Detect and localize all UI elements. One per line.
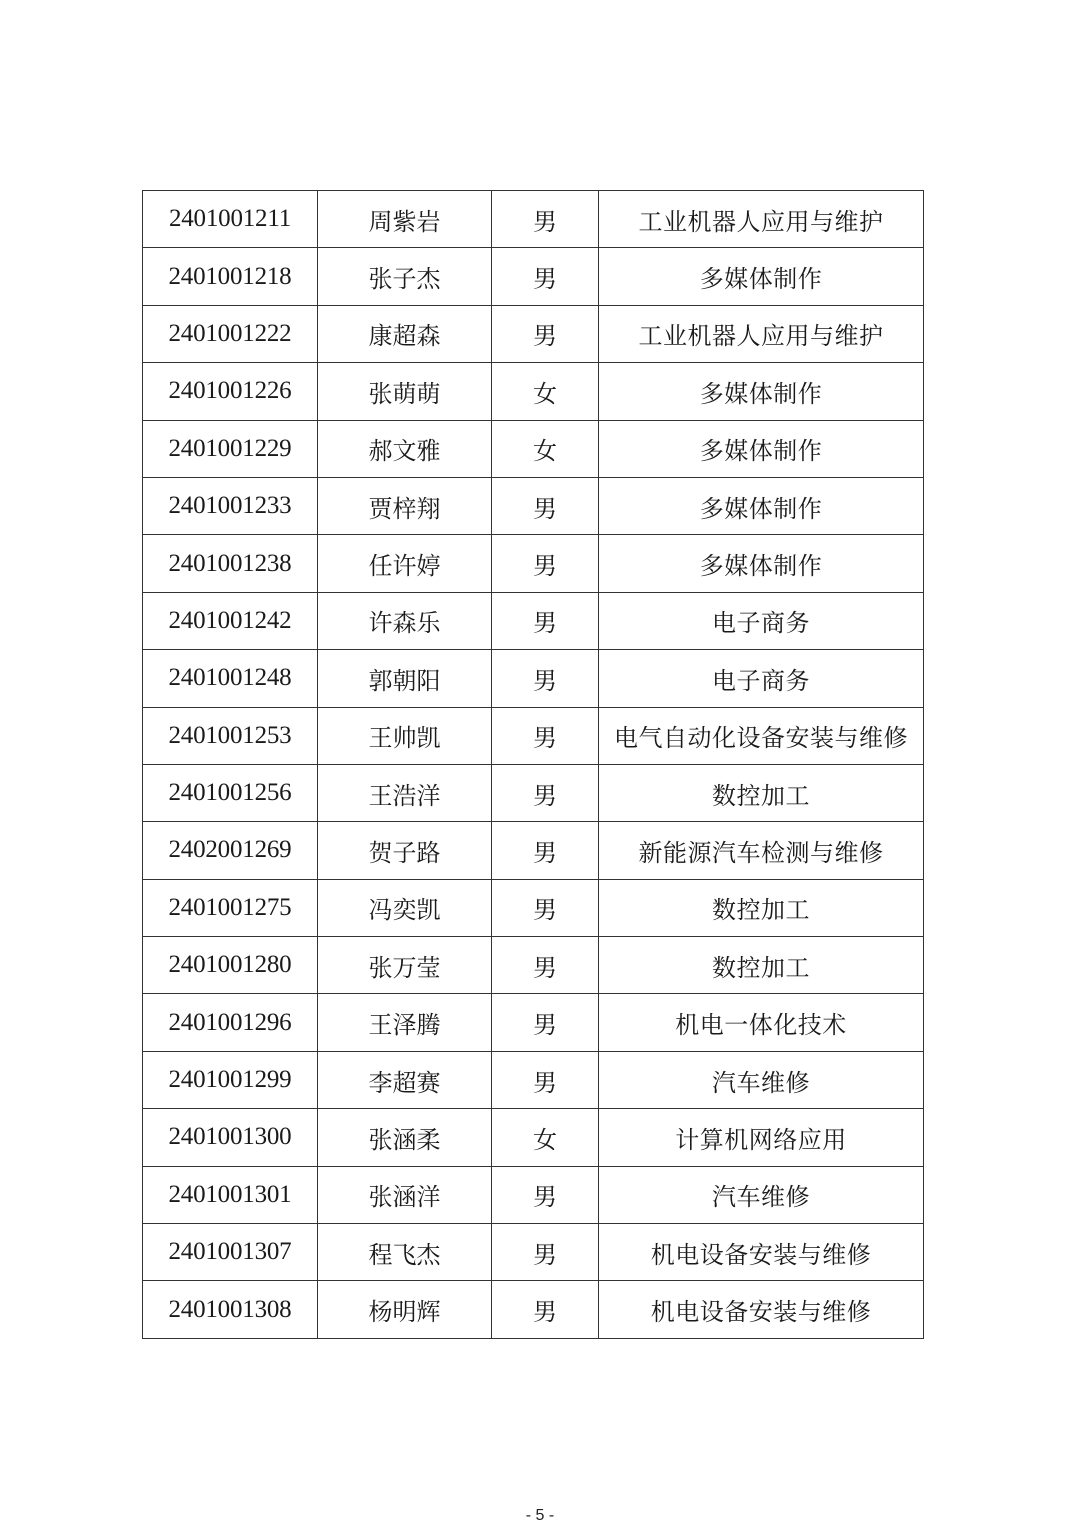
student-id-cell: 2401001242 xyxy=(143,592,318,649)
student-name-cell: 杨明辉 xyxy=(318,1281,492,1338)
student-id-cell: 2401001275 xyxy=(143,879,318,936)
gender-cell: 女 xyxy=(492,1109,599,1166)
major-cell: 计算机网络应用 xyxy=(599,1109,924,1166)
major-cell: 新能源汽车检测与维修 xyxy=(599,822,924,879)
major-cell: 电子商务 xyxy=(599,592,924,649)
table-row xyxy=(143,1224,924,1281)
student-name-cell: 许森乐 xyxy=(318,592,492,649)
student-name-cell: 郭朝阳 xyxy=(318,650,492,707)
major-cell: 多媒体制作 xyxy=(599,535,924,592)
major-cell: 数控加工 xyxy=(599,764,924,821)
student-id-cell: 2401001307 xyxy=(143,1224,318,1281)
student-id-cell: 2401001299 xyxy=(143,1051,318,1108)
table-row xyxy=(143,764,924,821)
table-row xyxy=(143,363,924,420)
student-name-cell: 冯奕凯 xyxy=(318,879,492,936)
table-row xyxy=(143,994,924,1051)
student-name-cell: 贺子路 xyxy=(318,822,492,879)
gender-cell: 男 xyxy=(492,1224,599,1281)
table-row xyxy=(143,420,924,477)
student-id-cell: 2402001269 xyxy=(143,822,318,879)
student-name-cell: 张万莹 xyxy=(318,937,492,994)
student-name-cell: 康超森 xyxy=(318,305,492,362)
table-row xyxy=(143,477,924,534)
student-id-cell: 2401001301 xyxy=(143,1166,318,1223)
student-name-cell: 贾梓翔 xyxy=(318,477,492,534)
gender-cell: 男 xyxy=(492,1281,599,1338)
major-cell: 多媒体制作 xyxy=(599,477,924,534)
student-id-cell: 2401001233 xyxy=(143,477,318,534)
gender-cell: 男 xyxy=(492,822,599,879)
gender-cell: 男 xyxy=(492,879,599,936)
table-row xyxy=(143,937,924,994)
student-name-cell: 王浩洋 xyxy=(318,764,492,821)
student-name-cell: 张萌萌 xyxy=(318,363,492,420)
major-cell: 机电设备安装与维修 xyxy=(599,1281,924,1338)
gender-cell: 男 xyxy=(492,305,599,362)
table-row xyxy=(143,822,924,879)
student-id-cell: 2401001218 xyxy=(143,248,318,305)
student-id-cell: 2401001296 xyxy=(143,994,318,1051)
student-name-cell: 程飞杰 xyxy=(318,1224,492,1281)
table-row xyxy=(143,879,924,936)
table-row xyxy=(143,535,924,592)
major-cell: 工业机器人应用与维护 xyxy=(599,191,924,248)
roster-body xyxy=(143,191,924,1339)
student-name-cell: 张涵柔 xyxy=(318,1109,492,1166)
student-id-cell: 2401001222 xyxy=(143,305,318,362)
gender-cell: 男 xyxy=(492,1166,599,1223)
major-cell: 多媒体制作 xyxy=(599,248,924,305)
gender-cell: 女 xyxy=(492,420,599,477)
page-number: - 5 - xyxy=(525,1507,555,1524)
major-cell: 工业机器人应用与维护 xyxy=(599,305,924,362)
student-id-cell: 2401001226 xyxy=(143,363,318,420)
gender-cell: 男 xyxy=(492,937,599,994)
major-cell: 机电一体化技术 xyxy=(599,994,924,1051)
major-cell: 电子商务 xyxy=(599,650,924,707)
student-name-cell: 郝文雅 xyxy=(318,420,492,477)
student-id-cell: 2401001248 xyxy=(143,650,318,707)
student-id-cell: 2401001300 xyxy=(143,1109,318,1166)
student-name-cell: 张子杰 xyxy=(318,248,492,305)
table-row xyxy=(143,592,924,649)
student-id-cell: 2401001253 xyxy=(143,707,318,764)
major-cell: 数控加工 xyxy=(599,879,924,936)
table-row xyxy=(143,707,924,764)
major-cell: 电气自动化设备安装与维修 xyxy=(599,707,924,764)
gender-cell: 男 xyxy=(492,248,599,305)
student-name-cell: 任许婷 xyxy=(318,535,492,592)
table-row xyxy=(143,1051,924,1108)
major-cell: 汽车维修 xyxy=(599,1051,924,1108)
student-name-cell: 王帅凯 xyxy=(318,707,492,764)
student-id-cell: 2401001211 xyxy=(143,191,318,248)
student-id-cell: 2401001256 xyxy=(143,764,318,821)
major-cell: 汽车维修 xyxy=(599,1166,924,1223)
gender-cell: 男 xyxy=(492,191,599,248)
gender-cell: 男 xyxy=(492,650,599,707)
table-row xyxy=(143,650,924,707)
table-row xyxy=(143,1281,924,1338)
gender-cell: 男 xyxy=(492,592,599,649)
gender-cell: 男 xyxy=(492,707,599,764)
gender-cell: 男 xyxy=(492,477,599,534)
table-row xyxy=(143,191,924,248)
major-cell: 机电设备安装与维修 xyxy=(599,1224,924,1281)
student-id-cell: 2401001238 xyxy=(143,535,318,592)
table-row xyxy=(143,248,924,305)
major-cell: 多媒体制作 xyxy=(599,420,924,477)
major-cell: 数控加工 xyxy=(599,937,924,994)
student-name-cell: 王泽腾 xyxy=(318,994,492,1051)
table-row xyxy=(143,305,924,362)
gender-cell: 男 xyxy=(492,535,599,592)
table-row xyxy=(143,1109,924,1166)
major-cell: 多媒体制作 xyxy=(599,363,924,420)
gender-cell: 男 xyxy=(492,1051,599,1108)
gender-cell: 男 xyxy=(492,994,599,1051)
table-row xyxy=(143,1166,924,1223)
student-name-cell: 张涵洋 xyxy=(318,1166,492,1223)
gender-cell: 女 xyxy=(492,363,599,420)
gender-cell: 男 xyxy=(492,764,599,821)
student-roster-table xyxy=(142,190,924,1339)
student-id-cell: 2401001308 xyxy=(143,1281,318,1338)
student-id-cell: 2401001280 xyxy=(143,937,318,994)
student-name-cell: 李超赛 xyxy=(318,1051,492,1108)
student-id-cell: 2401001229 xyxy=(143,420,318,477)
student-name-cell: 周紫岩 xyxy=(318,191,492,248)
